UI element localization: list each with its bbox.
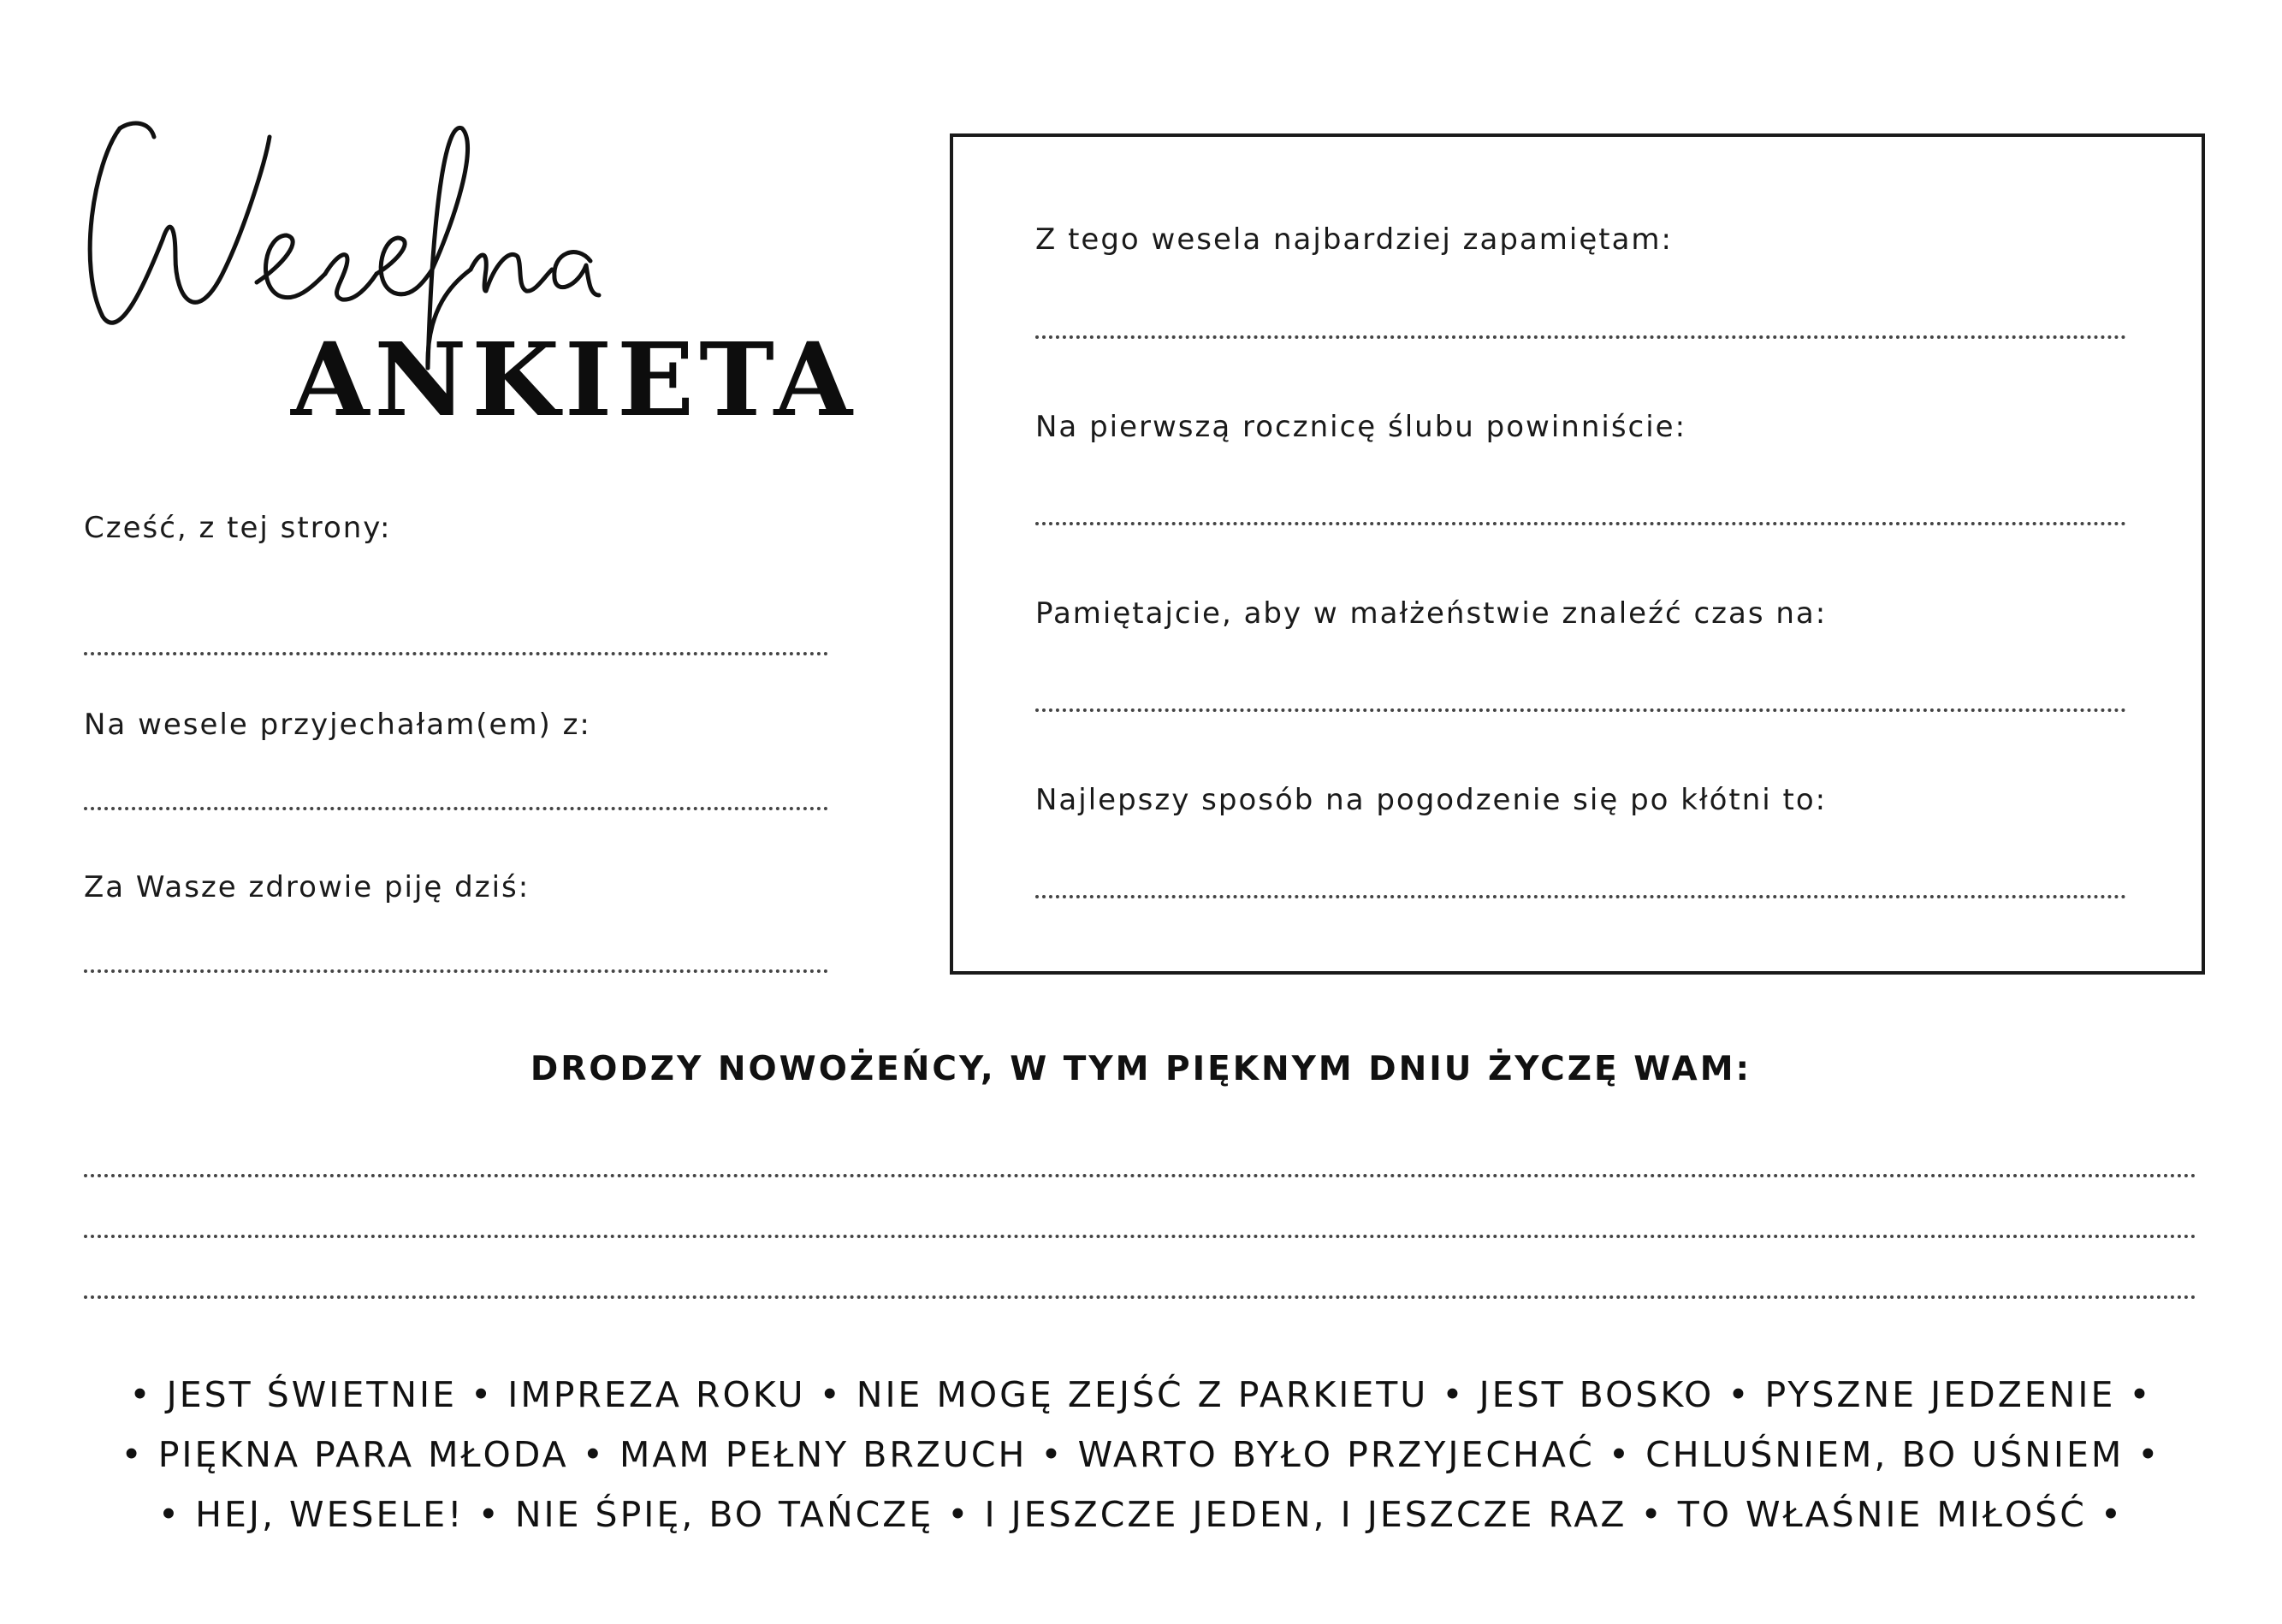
wishes-line-3[interactable] (84, 1295, 2197, 1299)
questions-box (950, 133, 2205, 975)
box-label-remember: Z tego wesela najbardziej zapamiętam: (1035, 222, 1673, 257)
field-line-toast[interactable] (84, 969, 828, 973)
phrases-line-2: • PIĘKNA PARA MŁODA • MAM PEŁNY BRZUCH • WARTO BYŁO PRZYJECHAĆ • CHLUŚNIEM, BO UŚNIEM • (121, 1434, 2161, 1475)
title-main: ANKIETA (291, 320, 858, 439)
box-line-anniversary[interactable] (1035, 522, 2126, 525)
box-label-reconcile: Najlepszy sposób na pogodzenie się po kłótni to: (1035, 783, 1828, 817)
box-line-remember[interactable] (1035, 335, 2126, 339)
field-label-name: Cześć, z tej strony: (84, 511, 392, 545)
box-label-time-for: Pamiętajcie, aby w małżeństwie znaleźć czas na: (1035, 596, 1828, 631)
wishes-line-2[interactable] (84, 1235, 2197, 1238)
wishes-line-1[interactable] (84, 1174, 2197, 1177)
box-line-time-for[interactable] (1035, 708, 2126, 712)
phrases-line-1: • JEST ŚWIETNIE • IMPREZA ROKU • NIE MOGĘ ZEJŚĆ Z PARKIETU • JEST BOSKO • PYSZNE JEDZENIE • (129, 1374, 2153, 1415)
phrases-line-3: • HEJ, WESELE! • NIE ŚPIĘ, BO TAŃCZĘ • I JESZCZE JEDEN, I JESZCZE RAZ • TO WŁAŚNIE MIŁOŚĆ • (157, 1494, 2125, 1535)
field-line-name[interactable] (84, 652, 828, 655)
field-label-toast: Za Wasze zdrowie piję dziś: (84, 870, 530, 904)
field-label-arrived-from: Na wesele przyjechałam(em) z: (84, 708, 591, 742)
field-line-arrived-from[interactable] (84, 807, 828, 810)
box-label-anniversary: Na pierwszą rocznicę ślubu powinniście: (1035, 410, 1687, 444)
wishes-heading: DRODZY NOWOŻEŃCY, W TYM PIĘKNYM DNIU ŻYCZĘ WAM: (530, 1050, 1752, 1088)
box-line-reconcile[interactable] (1035, 895, 2126, 898)
